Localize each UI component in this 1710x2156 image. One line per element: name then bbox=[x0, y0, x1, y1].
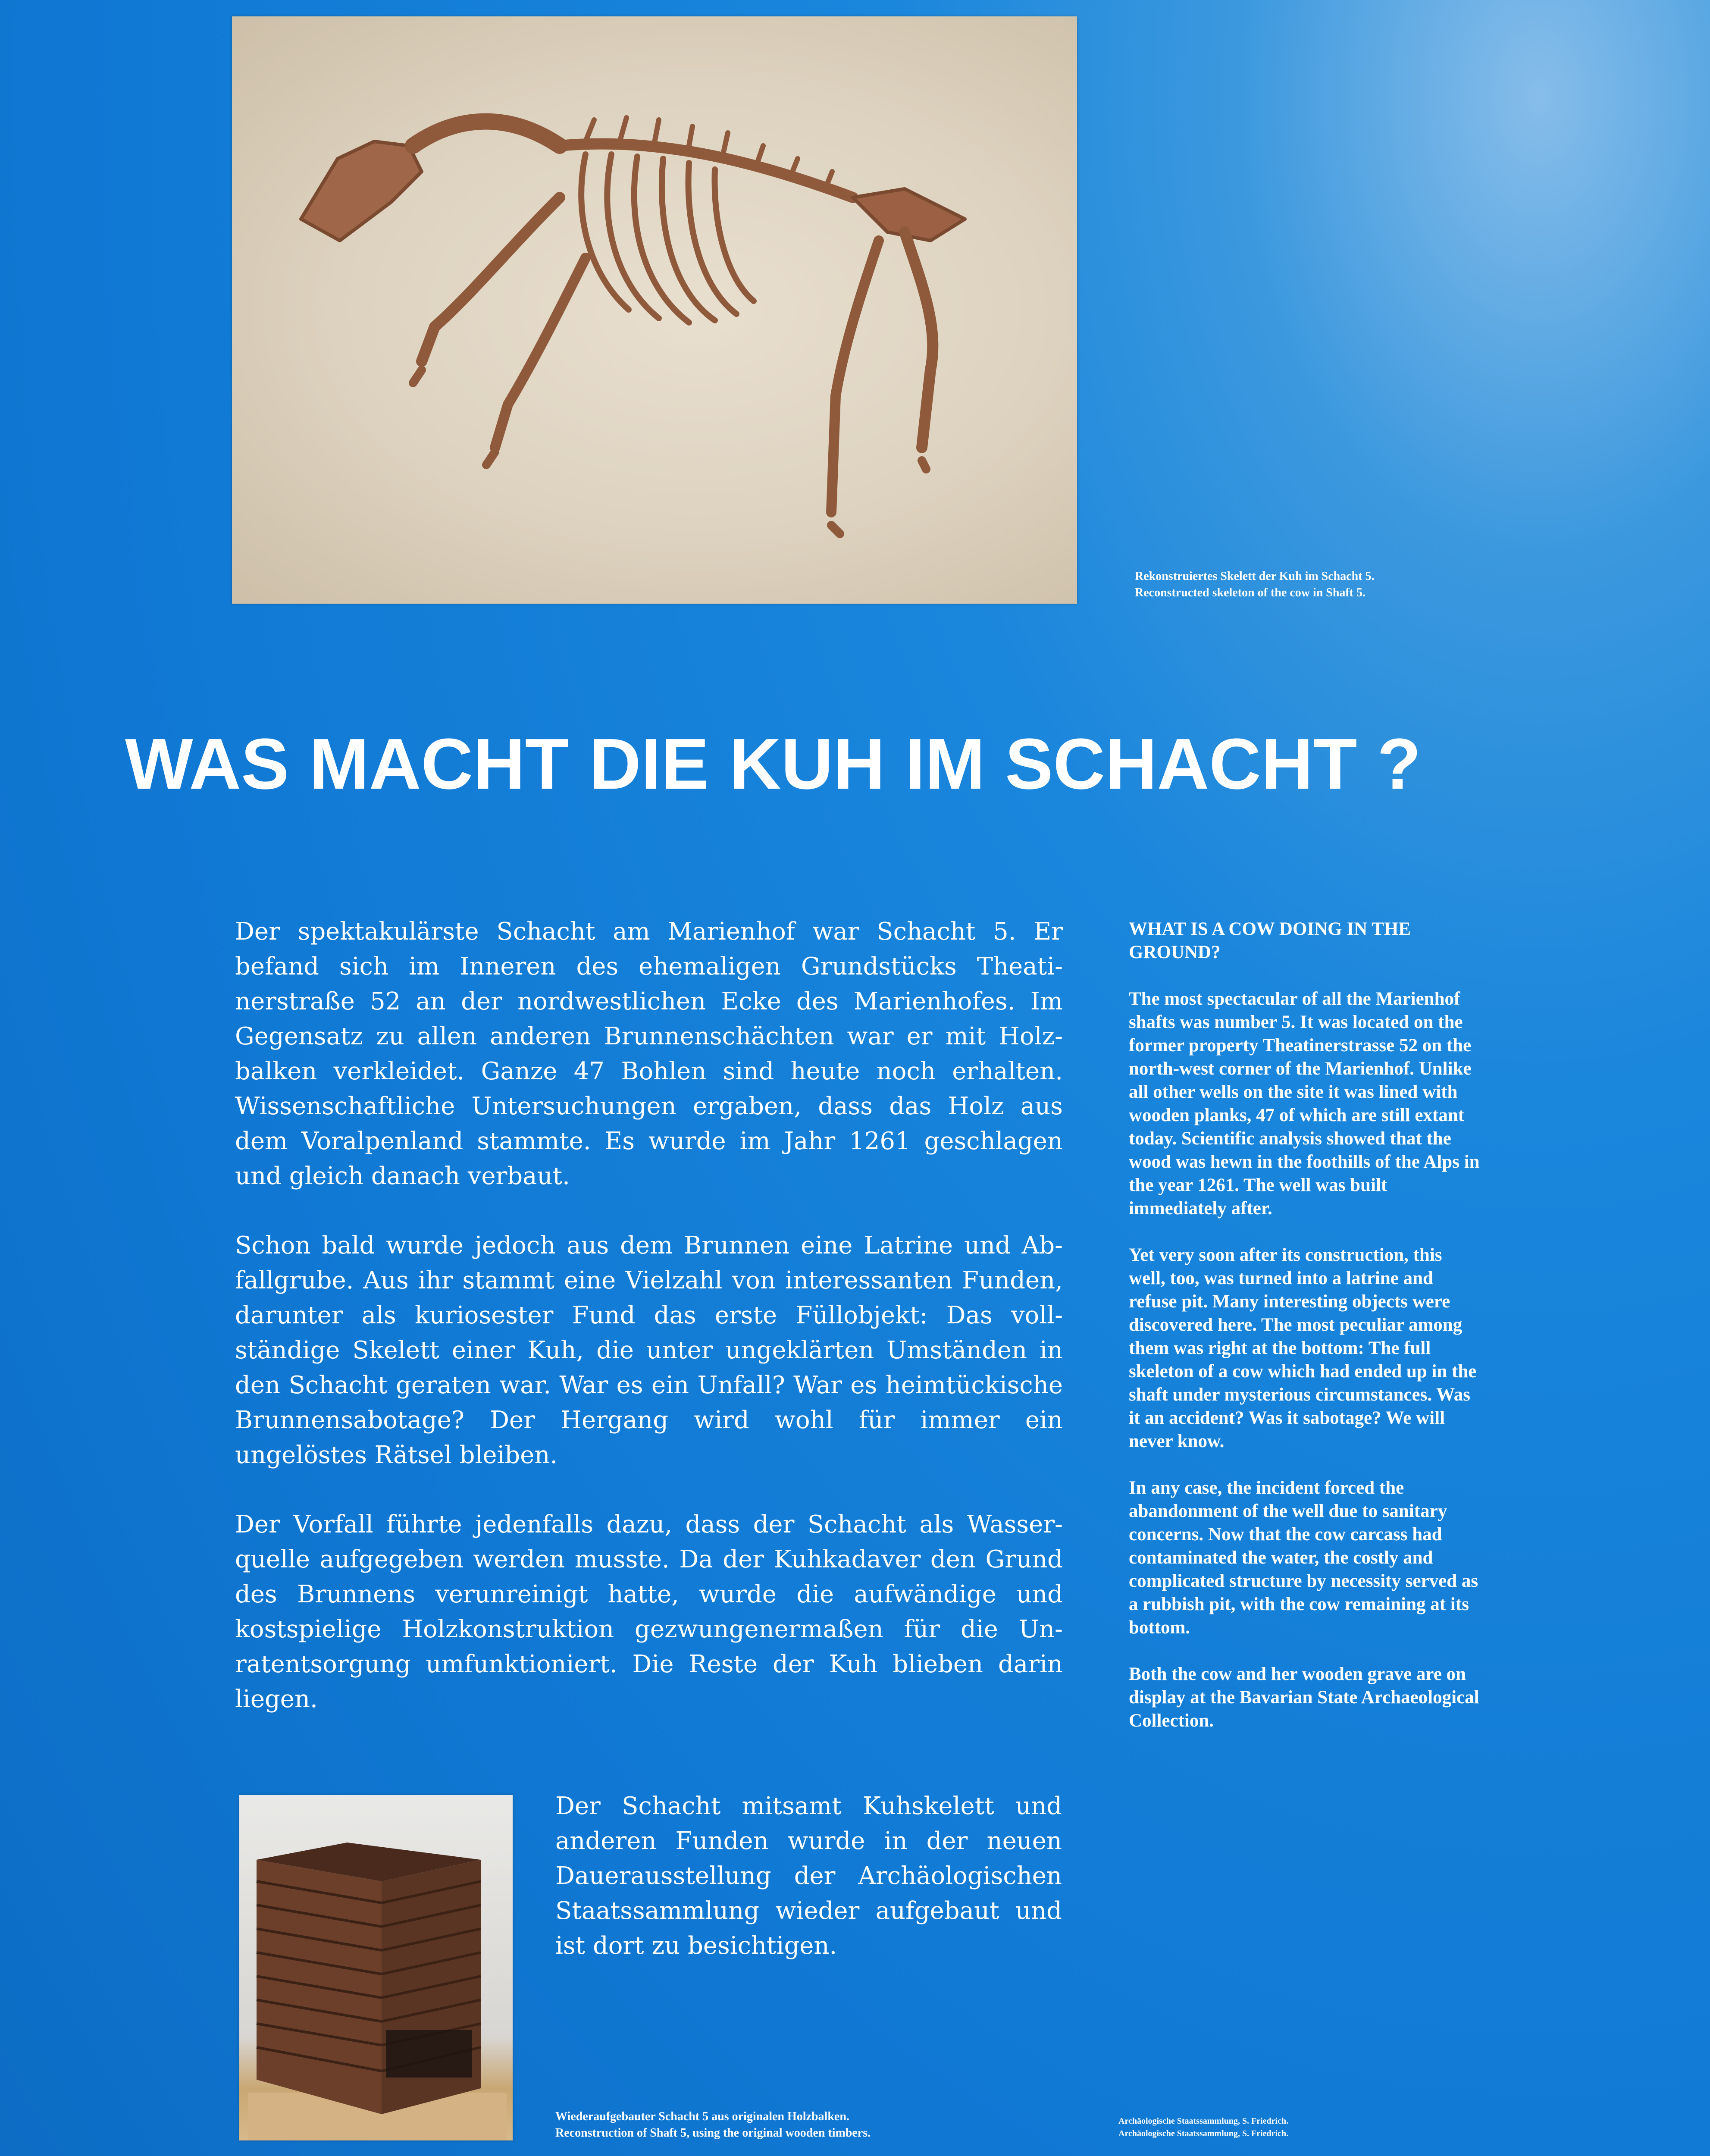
photo-credit-line: Archäologische Staatssammlung, S. Friedrich. bbox=[1118, 2116, 1289, 2126]
german-note-text: Der Schacht mitsamt Kuhskelett und anderen Funden wurde in der neuen Dauerausstellung der Archäologischen Staatssammlung wieder aufgebaut und ist dort zu besichtigen. bbox=[555, 1792, 1062, 1960]
caption-english: Reconstruction of Shaft 5, using the original wooden timbers. bbox=[555, 2126, 871, 2140]
shaft-reconstruction-photo bbox=[239, 1795, 513, 2140]
english-paragraph: Both the cow and her wooden grave are on display at the Bavarian State Archaeological Collection. bbox=[1129, 1664, 1479, 1731]
english-paragraph: The most spectacular of all the Marienhof shafts was number 5. It was located on the former property Theatinerstrasse 52 on the north-west corner of the Marienhof. Unlike all other wells on the site it was lined with wooden planks, 47 of which are still extant today. Scientific analysis showed that the wood was hewn in the foothills of the Alps in the year 1261. The well was built immediately after. bbox=[1129, 989, 1480, 1219]
wooden-shaft-illustration bbox=[239, 1795, 513, 2140]
shaft-photo-caption bbox=[555, 2109, 871, 2141]
german-paragraph: Der spektakulärste Schacht am Marienhof war Schacht 5. Er befand sich im Inneren des ehemaligen Grundstücks Theatinerstraße 52 an der nordwestlichen Ecke des Marienhofes. Im Gegensatz zu allen anderen Brunnenschächten war er mit Holzbalken verkleidet. Ganze 47 Bohlen sind heute noch erhalten. Wissenschaftliche Untersuchungen ergaben, dass das Holz aus dem Voralpenland stammte. Es wurde im Jahr 1261 geschlagen und gleich danach verbaut. bbox=[235, 918, 1063, 1190]
photo-credits bbox=[1118, 2115, 1288, 2140]
german-body-text bbox=[235, 914, 1063, 1751]
english-paragraph: Yet very soon after its construction, this well, too, was turned into a latrine and refuse pit. Many interesting objects were discovered here. The most peculiar among them was right at the bottom: The full skeleton of a cow which had ended up in the shaft under mysterious circumstances. Was it an accident? Was it sabotage? We will never know. bbox=[1129, 1245, 1477, 1451]
english-paragraph: In any case, the incident forced the abandonment of the well due to sanitary concerns. Now that the cow carcass had contaminated the water, the costly and complicated structure by necessity served as a rubbish pit, with the cow remaining at its bottom. bbox=[1129, 1478, 1478, 1638]
caption-german: Rekonstruiertes Skelett der Kuh im Schacht 5. bbox=[1135, 570, 1375, 583]
caption-english: Reconstructed skeleton of the cow in Shaft 5. bbox=[1135, 586, 1366, 599]
german-exhibition-note bbox=[555, 1789, 1062, 1963]
skeleton-photo-caption bbox=[1135, 568, 1375, 601]
page-title: WAS MACHT DIE KUH IM SCHACHT ? bbox=[125, 724, 1421, 804]
photo-credit-line: Archäologische Staatssammlung, S. Friedrich. bbox=[1118, 2129, 1289, 2138]
cow-skeleton-photo bbox=[232, 16, 1077, 604]
english-body-text bbox=[1129, 918, 1482, 1756]
cow-skeleton-illustration bbox=[232, 16, 1077, 604]
caption-german: Wiederaufgebauter Schacht 5 aus originalen Holzbalken. bbox=[555, 2110, 849, 2123]
english-heading: WHAT IS A COW DOING IN THE GROUND? bbox=[1129, 919, 1411, 962]
german-paragraph: Der Vorfall führte jedenfalls dazu, dass der Schacht als Wasserquelle aufgegeben werden musste. Da der Kuhkadaver den Grund des Brunnens verunreinigt hatte, wurde die aufwändige und kostspielige Holzkonstruktion gezwungenermaßen für die Unratentsorgung umfunktioniert. Die Reste der Kuh blieben darin liegen. bbox=[235, 1510, 1063, 1713]
german-paragraph: Schon bald wurde jedoch aus dem Brunnen eine Latrine und Abfallgrube. Aus ihr stammt eine Vielzahl von interessanten Funden, darunter als kuriosester Fund das erste Füllobjekt: Das vollständige Skelett einer Kuh, die unter ungeklärten Umständen in den Schacht geraten war. War es ein Unfall? War es heimtückische Brunnensabotage? Der Hergang wird wohl für immer ein ungelöstes Rätsel bleiben. bbox=[235, 1232, 1063, 1469]
